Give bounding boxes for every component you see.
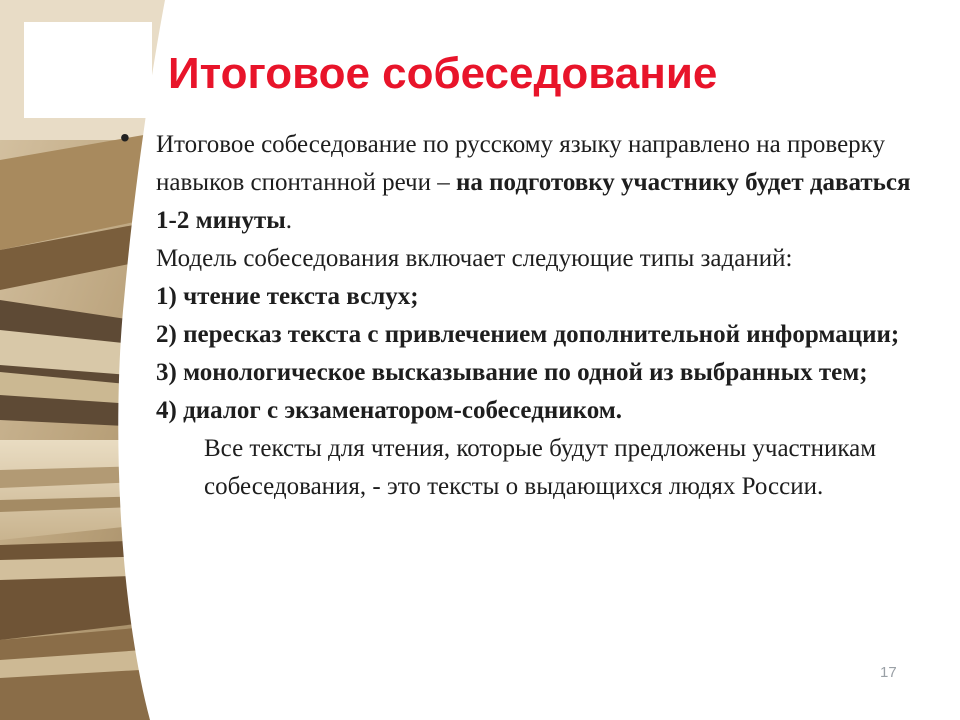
white-corner-box	[24, 22, 152, 118]
task-item-4: 4) диалог с экзаменатором-собеседником.	[156, 397, 623, 424]
intro-paragraph	[156, 126, 916, 240]
intro-text: Итоговое собеседование по русскому языку направлено на проверку навыков спонтанной речи –	[156, 131, 885, 196]
task-item-3: 3) монологическое высказывание по одной из выбранных тем;	[156, 359, 868, 386]
task-item-2: 2) пересказ текста с привлечением дополнительной информации;	[156, 321, 900, 348]
intro-bold-text: на подготовку участнику будет даваться 1-2 минуты	[156, 169, 911, 234]
closing-text: Все тексты для чтения, которые будут предложены участникам собеседования, - это тексты о выдающихся людях России.	[204, 435, 877, 500]
page-number: 17	[880, 664, 897, 681]
closing-paragraph	[156, 430, 916, 506]
slide-body	[156, 126, 916, 506]
bullet-icon: •	[120, 122, 130, 153]
model-intro: Модель собеседования включает следующие типы заданий:	[156, 245, 793, 272]
intro-end: .	[285, 207, 292, 234]
slide-title: Итоговое собеседование	[168, 49, 718, 98]
task-item-1: 1) чтение текста вслух;	[156, 283, 419, 310]
